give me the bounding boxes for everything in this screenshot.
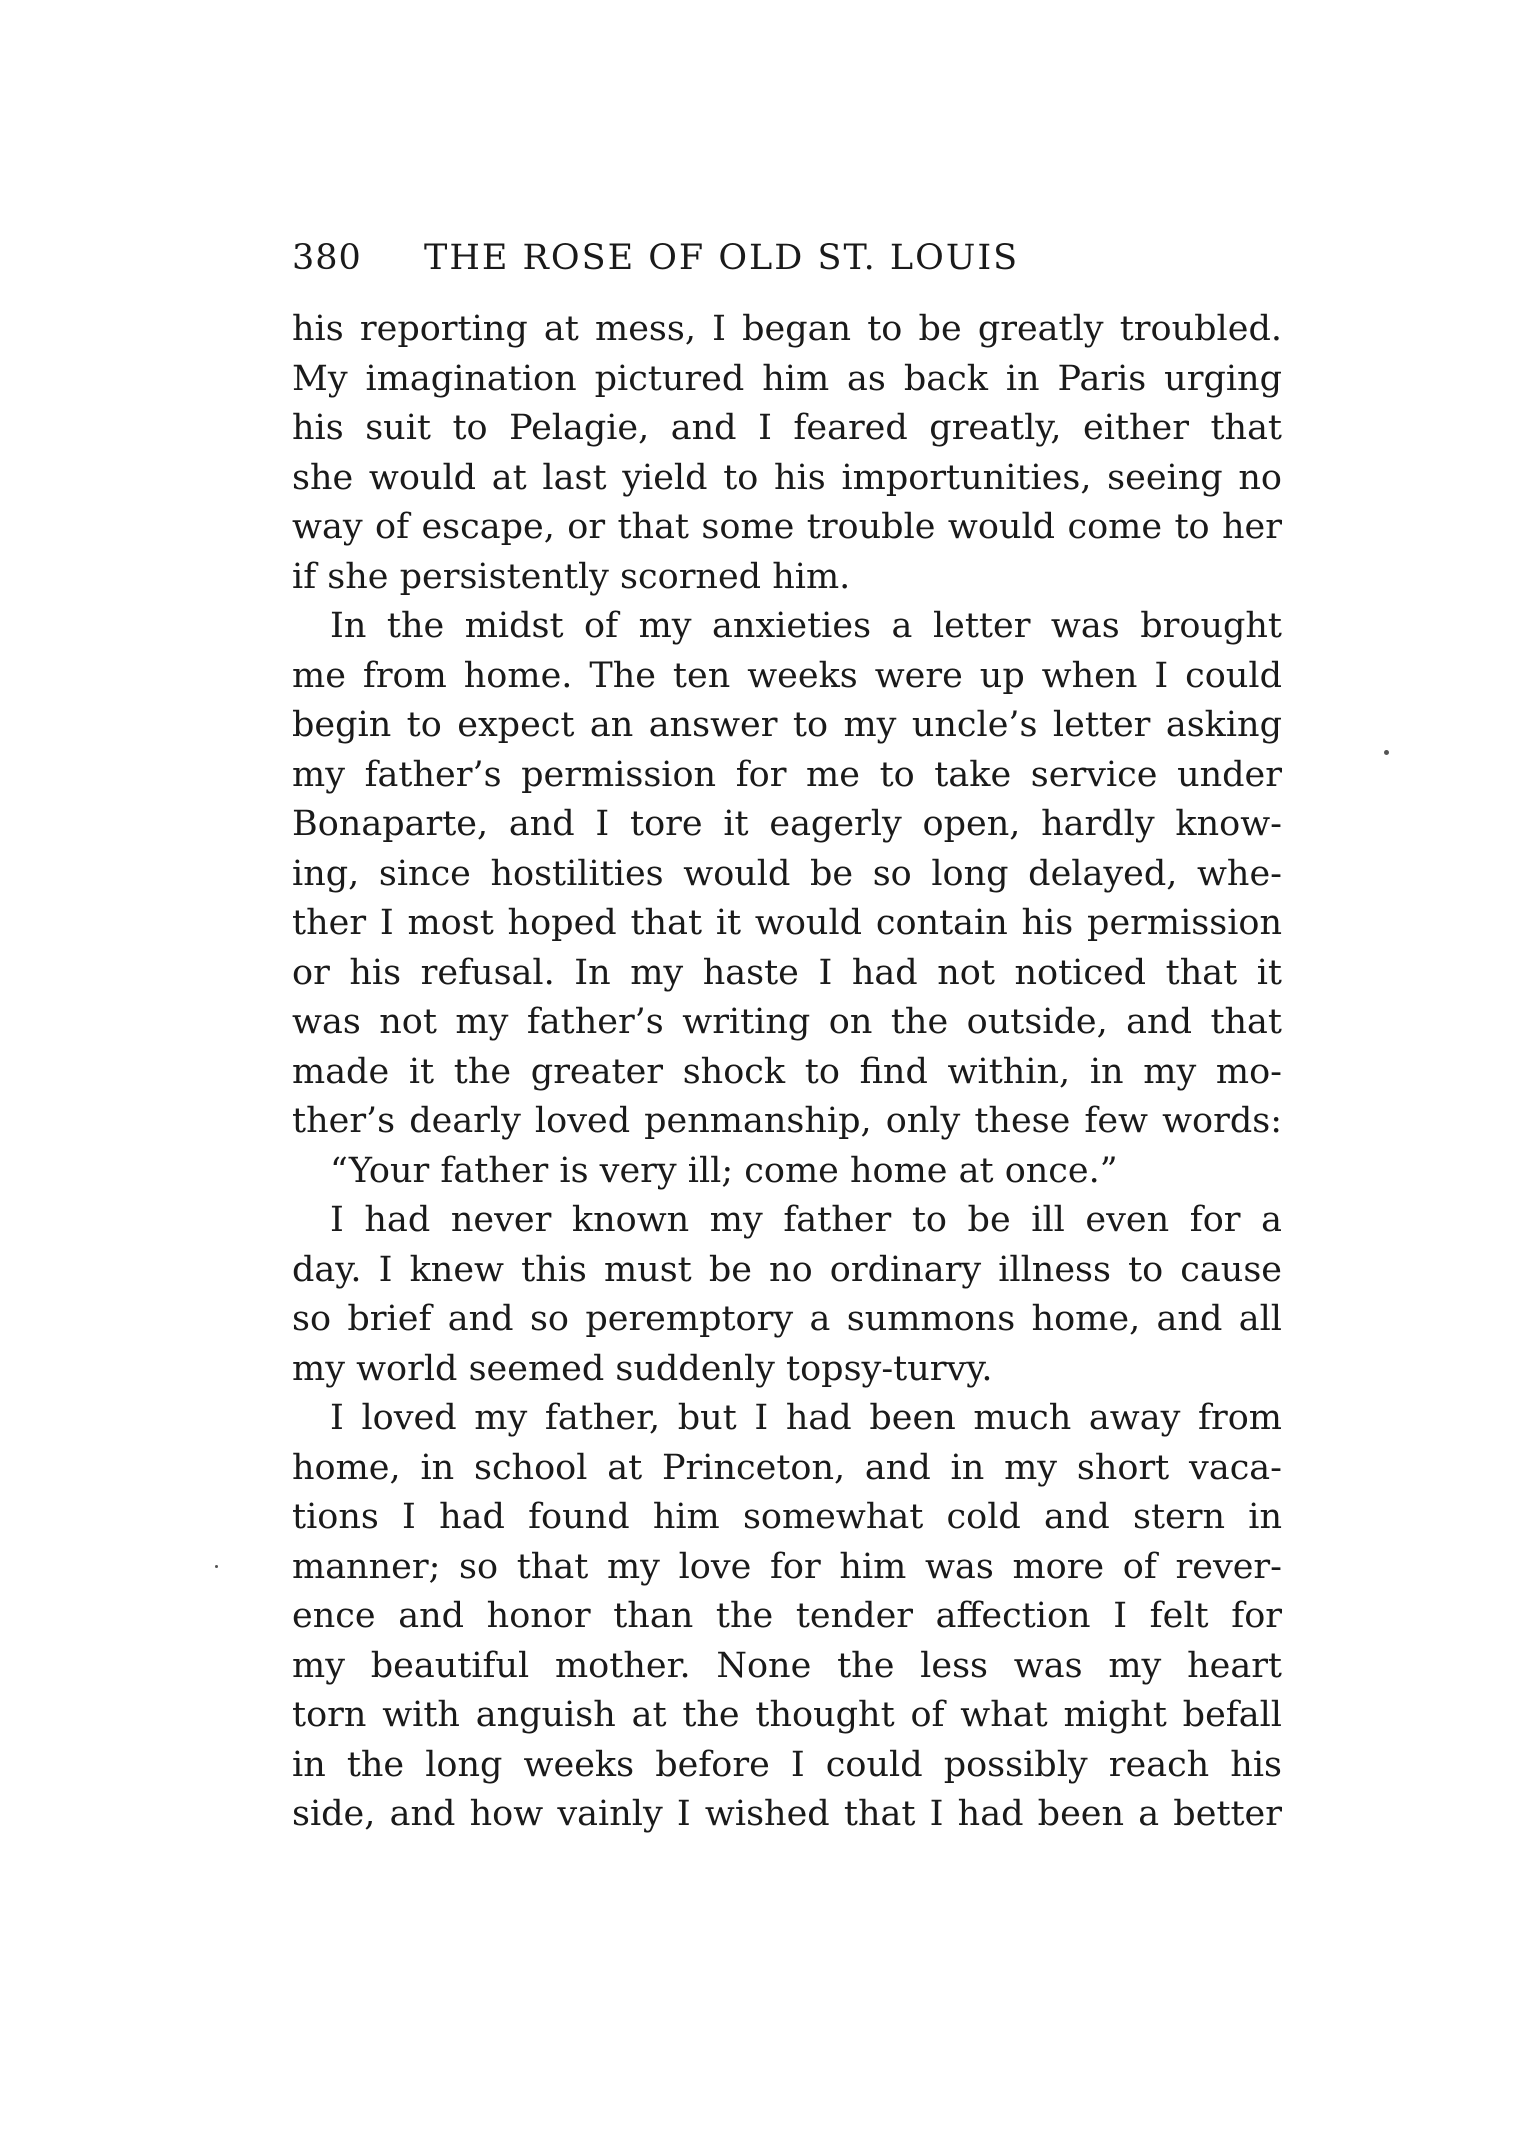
text-line: ing, since hostilities would be so long delayed, whe- bbox=[292, 853, 1282, 894]
text-line: Bonaparte, and I tore it eagerly open, hardly know- bbox=[292, 804, 1282, 844]
text-line: home, in school at Princeton, and in my short vaca- bbox=[292, 1447, 1282, 1488]
text-line: my world seemed suddenly topsy-turvy. bbox=[292, 1348, 993, 1389]
body-text bbox=[292, 305, 1282, 1840]
text-line: ther’s dearly loved penmanship, only these few words: bbox=[292, 1101, 1282, 1141]
text-line: torn with anguish at the thought of what might befall bbox=[292, 1695, 1282, 1735]
text-line: side, and how vainly I wished that I had been a better bbox=[292, 1794, 1282, 1834]
text-line: my father’s permission for me to take service under bbox=[292, 754, 1282, 795]
text-line: his suit to Pelagie, and I feared greatly, either that bbox=[292, 408, 1282, 448]
text-line: I loved my father, but I had been much away from bbox=[330, 1398, 1282, 1438]
text-line: my beautiful mother. None the less was my heart bbox=[292, 1645, 1282, 1686]
page-number: 380 bbox=[292, 238, 362, 278]
running-head bbox=[292, 228, 1282, 288]
text-line: in the long weeks before I could possibly reach his bbox=[292, 1744, 1282, 1785]
text-line: My imagination pictured him as back in Paris urging bbox=[292, 358, 1282, 399]
text-line: tions I had found him somewhat cold and stern in bbox=[292, 1497, 1282, 1537]
text-line: if she persistently scorned him. bbox=[292, 556, 851, 597]
text-line: In the midst of my anxieties a letter was brought bbox=[330, 606, 1282, 646]
text-line: way of escape, or that some trouble would come to her bbox=[292, 507, 1282, 547]
text-line: ther I most hoped that it would contain his permission bbox=[292, 903, 1282, 943]
text-line: she would at last yield to his importunities, seeing no bbox=[292, 457, 1282, 498]
book-title: THE ROSE OF OLD ST. LOUIS bbox=[424, 238, 1020, 278]
text-line: day. I knew this must be no ordinary illness to cause bbox=[292, 1249, 1282, 1290]
text-line: manner; so that my love for him was more of rever- bbox=[292, 1546, 1282, 1587]
text-line: me from home. The ten weeks were up when I could bbox=[292, 655, 1282, 696]
text-line: so brief and so peremptory a summons home, and all bbox=[292, 1299, 1282, 1339]
text-line: “Your father is very ill; come home at once.” bbox=[330, 1150, 1118, 1191]
text-line: begin to expect an answer to my uncle’s letter asking bbox=[292, 705, 1282, 745]
text-line: made it the greater shock to find within, in my mo- bbox=[292, 1051, 1282, 1092]
text-line: ence and honor than the tender affection I felt for bbox=[292, 1596, 1282, 1636]
text-line: I had never known my father to be ill even for a bbox=[330, 1200, 1282, 1240]
text-line: or his refusal. In my haste I had not noticed that it bbox=[292, 952, 1282, 993]
scan-speck bbox=[1384, 750, 1389, 755]
text-line: his reporting at mess, I began to be greatly troubled. bbox=[292, 309, 1282, 349]
scan-speck bbox=[215, 1565, 218, 1568]
text-line: was not my father’s writing on the outside, and that bbox=[292, 1002, 1282, 1042]
